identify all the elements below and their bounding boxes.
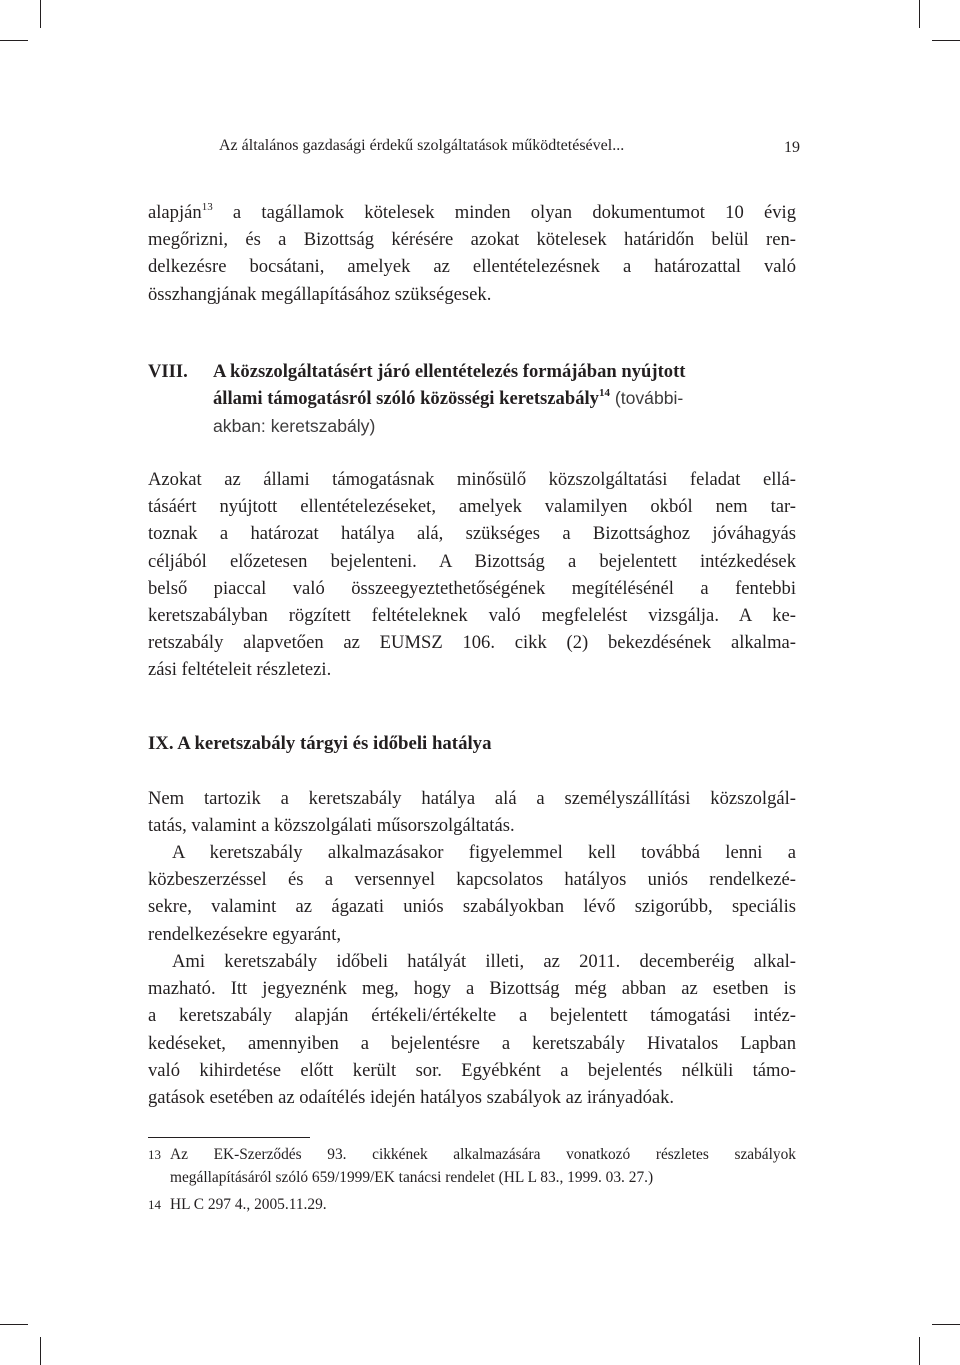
section-ix-paragraph-1 [148,785,796,839]
crop-mark [40,1337,41,1365]
footnote-14 [148,1193,796,1216]
text-line: alapján$^{13}$ a tagállamok kötelesek minden olyan dokumentumot 10 évig [148,201,796,223]
text-line: A keretszabály alkalmazásakor figyelemmel kell továbbá lenni a [172,842,796,863]
text-line: kedéseket, amennyiben a bejelentésre a keretszabály Hivatalos Lapban [148,1032,796,1054]
footnote-mark: 13 [148,1147,161,1162]
text-line: tásáért nyújtott ellentételezéseket, amelyek valamilyen okból nem tar- [148,496,796,518]
footnote-line: HL C 297 4., 2005.11.29. [170,1196,327,1213]
section-viii-body [148,466,796,684]
text-line: a keretszabály alapján értékeli/értékelte a bejelentett támogatási intéz- [148,1005,796,1027]
text-line: összhangjának megállapításához szükségesek. [148,283,492,305]
footnote-line: Az EK-Szerződés 93. cikkének alkalmazására vonatkozó részletes szabályok [170,1146,796,1163]
text-line: gatások esetében az odaítélés idején hatályos szabályok az irányadóak. [148,1087,675,1109]
section-ix-paragraph-2 [148,839,796,948]
text-line: megőrizni, és a Bizottság kérésére azokat kötelesek határidőn belül ren- [148,229,796,251]
text-line: retszabály alapvetően az EUMSZ 106. cikk (2) bekezdésének alkalma- [148,632,796,654]
text-line: rendelkezésekre egyaránt, [148,923,342,945]
footnote-separator [148,1137,310,1138]
crop-mark [919,1337,920,1365]
text-line: Azokat az állami támogatásnak minősülő közszolgáltatási feladat ellá- [148,469,796,490]
page-number: 19 [784,139,800,156]
text-line: közbeszerzéssel és a versennyel kapcsolatos hatályos uniós rendelkezé- [148,869,796,891]
section-heading-viii [148,358,796,440]
section-ix-paragraph-3 [148,948,796,1111]
intro-paragraph [148,199,796,308]
footnote-ref-13[interactable]: 13 [201,201,213,213]
crop-mark [0,1324,28,1325]
crop-mark [932,40,960,41]
footnote-mark: 14 [148,1197,161,1212]
text-line: zási feltételeit részletezi. [148,659,332,681]
running-title: Az általános gazdasági érdekű szolgáltatások működtetésével... [219,137,625,154]
text-line: Nem tartozik a keretszabály hatálya alá a személyszállítási közszolgál- [148,788,796,809]
footnote-line: megállapításáról szóló 659/1999/EK tanácsi rendelet (HL L 83., 1999. 03. 27.) [170,1169,654,1187]
footnote-ref-14[interactable]: 14 [598,387,610,400]
text-line: toznak a határozat hatálya alá, szükséges a Bizottsághoz jóváhagyás [148,523,796,545]
heading-line: A közszolgáltatásért járó ellentételezés formájában nyújtott [213,361,686,382]
crop-mark [932,1324,960,1325]
text-line: céljából előzetesen bejelenteni. A Bizottság a bejelentett intézkedések [148,550,796,572]
text-line: sekre, valamint az ágazati uniós szabályokban lévő szigorúbb, speciális [148,896,796,918]
section-number: VIII. [148,361,188,382]
crop-mark [40,0,41,28]
heading-line: állami támogatásról szóló közösségi keretszabály$^{14}$ (további- [213,387,684,410]
text-line: delkezésre bocsátani, amelyek az ellentételezésnek a határozattal való [148,256,796,278]
crop-mark [0,40,28,41]
footnote-13 [148,1143,796,1190]
section-heading-ix: IX. A keretszabály tárgyi és időbeli hatálya [148,733,492,754]
text-line: Ami keretszabály időbeli hatályát illeti, az 2011. decemberéig alkal- [172,951,796,972]
heading-line: akban: keretszabály) [213,415,376,436]
text-line: belső piaccal való összeegyeztethetőségének megítélésénél a fentebbi [148,577,796,599]
text-line: való kihirdetése előtt került sor. Egyébként a bejelentés nélküli támo- [148,1059,796,1081]
text-line: tatás, valamint a közszolgálati műsorszolgáltatás. [148,815,515,837]
crop-mark [919,0,920,28]
text-line: mazható. Itt jegyeznénk meg, hogy a Bizottság még abban az esetben is [148,978,796,1000]
text-line: keretszabályban rögzített feltételeknek való megfelelést vizsgálja. A ke- [148,605,796,627]
